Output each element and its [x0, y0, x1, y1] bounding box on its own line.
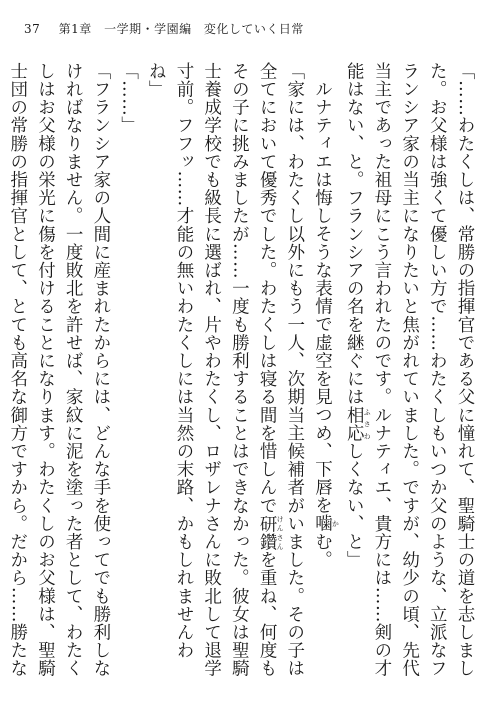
paragraph-3-text: 「家には、わたくし以外にもう一人、次期当主候補者がいました。その子は全てにおいて優秀でした。わたくしは寝る間を惜しんで [257, 62, 305, 678]
ruby-fusawa [344, 405, 372, 443]
paragraph-5 [0, 62, 114, 684]
ruby-kensan-reading: けんさん [276, 514, 285, 551]
ruby-kensan [257, 514, 285, 551]
paragraph-2-end: む。 [312, 532, 333, 569]
ruby-ka-base: 噛 [312, 513, 333, 533]
body-text [7, 62, 478, 684]
ruby-kensan-base: 研鑽 [257, 514, 278, 551]
paragraph-4 [114, 62, 142, 684]
paragraph-2-text: ルナティエは悔しそうな表情で虚空を見つめ、下唇を [312, 79, 333, 514]
ruby-fusawa-base: 相応 [344, 405, 365, 443]
page-number: 37 [24, 22, 41, 36]
paragraph-1-text: 「……わたくしは、常勝の指揮官である父に憧れて、聖騎士の道を志しました。お父様は強くて優しい方で……わたくしもいつか父のような、立派なフランシア家の当主になりたいと焦がれていました。ですが、幼少の頃、先代当主であった祖母にこう言われたのです。ルナティエ、貴方には……剣の才能はない、と。フランシアの名を継ぐには [344, 62, 475, 678]
running-head [24, 20, 304, 37]
section-label: 一学期・学園編 [104, 22, 192, 36]
chapter-title: 変化していく日常 [203, 22, 304, 36]
paragraph-3 [142, 62, 308, 684]
ruby-fusawa-reading: ふさわ [363, 405, 372, 443]
paragraph-4-text: 「……」 [118, 62, 139, 135]
paragraph-1 [339, 62, 478, 684]
paragraph-2 [308, 62, 340, 684]
chapter-label: 第1章 [58, 22, 92, 36]
ruby-ka [312, 513, 340, 533]
ruby-ka-reading: か [331, 513, 340, 532]
paragraph-1-end: しくない、と」 [344, 442, 365, 569]
paragraph-3-end: を重ね、何度もその子に挑みましたが……一度も勝利することはできなかった。彼女は聖騎士養成学校でも級長に選ばれ、片やわたくし、ロザレナさんに敗北して退学寸前。フフッ……才能の無いわたくしには当然の末路、かもしれませんわね」 [146, 62, 278, 678]
paragraph-5-text: 「フランシア家の人間に産まれたからには、どんな手を使ってでも勝利しなければなりません。一度敗北を許せば、家紋に泥を塗った者として、わたくしはお父様の栄光に傷を付けることになります。わたくしのお父様は、聖騎士団の常勝の指揮官として、とても高名な御方ですから。だから……勝たな [7, 62, 111, 678]
